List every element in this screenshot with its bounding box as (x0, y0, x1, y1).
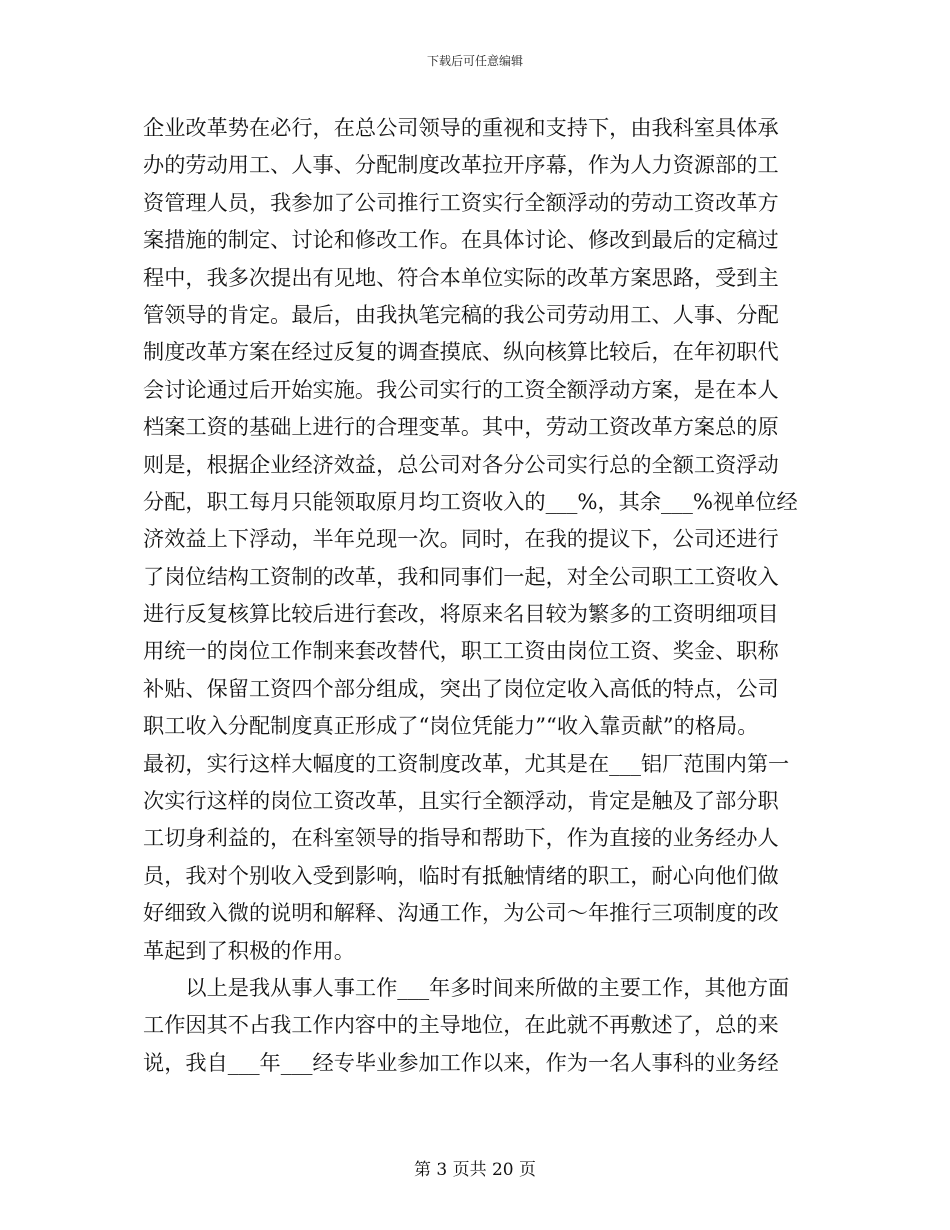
text-line: 补贴、保留工资四个部分组成，突出了岗位定收入高低的特点，公司 (143, 675, 779, 701)
text-line: 次实行这样的岗位工资改革，且实行全额浮动，肯定是触及了部分职 (143, 788, 779, 814)
text-line: 最初，实行这样大幅度的工资制度改革，尤其是在___铝厂范围内第一 (143, 750, 790, 776)
text-line: 工作因其不占我工作内容中的主导地位，在此就不再敷述了，总的来 (143, 1012, 779, 1038)
text-line: 制度改革方案在经过反复的调查摸底、纵向核算比较后，在年初职代 (143, 339, 779, 365)
text-line: 革起到了积极的作用。 (143, 937, 355, 963)
text-line: 员，我对个别收入受到影响，临时有抵触情绪的职工，耐心向他们做 (143, 862, 779, 888)
page-footer: 第 3 页共 20 页 (413, 1160, 537, 1180)
text-line: 案措施的制定、讨论和修改工作。在具体讨论、修改到最后的定稿过 (143, 227, 779, 253)
text-line: 济效益上下浮动，半年兑现一次。同时，在我的提议下，公司还进行 (143, 526, 779, 552)
text-line: 进行反复核算比较后进行套改，将原来名目较为繁多的工资明细项目 (143, 601, 779, 627)
text-line: 企业改革势在必行，在总公司领导的重视和支持下，由我科室具体承 (143, 115, 779, 140)
text-line: 职工收入分配制度真正形成了“岗位凭能力”“收入靠贡献”的格局。 (143, 713, 759, 739)
text-line: 档案工资的基础上进行的合理变革。其中，劳动工资改革方案总的原 (143, 414, 779, 440)
text-line: 工切身利益的，在科室领导的指导和帮助下，作为直接的业务经办人 (143, 825, 779, 851)
text-line: 好细致入微的说明和解释、沟通工作，为公司～年推行三项制度的改 (143, 900, 779, 926)
text-line: 分配，职工每月只能领取原月均工资收入的___%，其余___%视单位经 (143, 488, 798, 514)
text-line: 管领导的肯定。最后，由我执笔完稿的我公司劳动用工、人事、分配 (143, 301, 779, 327)
text-line: 程中，我多次提出有见地、符合本单位实际的改革方案思路，受到主 (143, 264, 779, 290)
text-line: 说，我自___年___经专毕业参加工作以来，作为一名人事科的业务经 (143, 1049, 779, 1075)
text-line: 了岗位结构工资制的改革，我和同事们一起，对全公司职工工资收入 (143, 563, 779, 589)
text-line: 办的劳动用工、人事、分配制度改革拉开序幕，作为人力资源部的工 (143, 152, 779, 178)
text-line: 以上是我从事人事工作___年多时间来所做的主要工作，其他方面 (143, 974, 790, 1000)
text-line: 资管理人员，我参加了公司推行工资实行全额浮动的劳动工资改革方 (143, 189, 779, 215)
text-line: 会讨论通过后开始实施。我公司实行的工资全额浮动方案，是在本人 (143, 376, 779, 402)
text-line: 则是，根据企业经济效益，总公司对各分公司实行总的全额工资浮动 (143, 451, 779, 477)
text-line: 用统一的岗位工作制来套改替代，职工工资由岗位工资、奖金、职称 (143, 638, 779, 664)
page-header-note: 下载后可任意编辑 (426, 54, 523, 68)
body-text (143, 109, 808, 1081)
